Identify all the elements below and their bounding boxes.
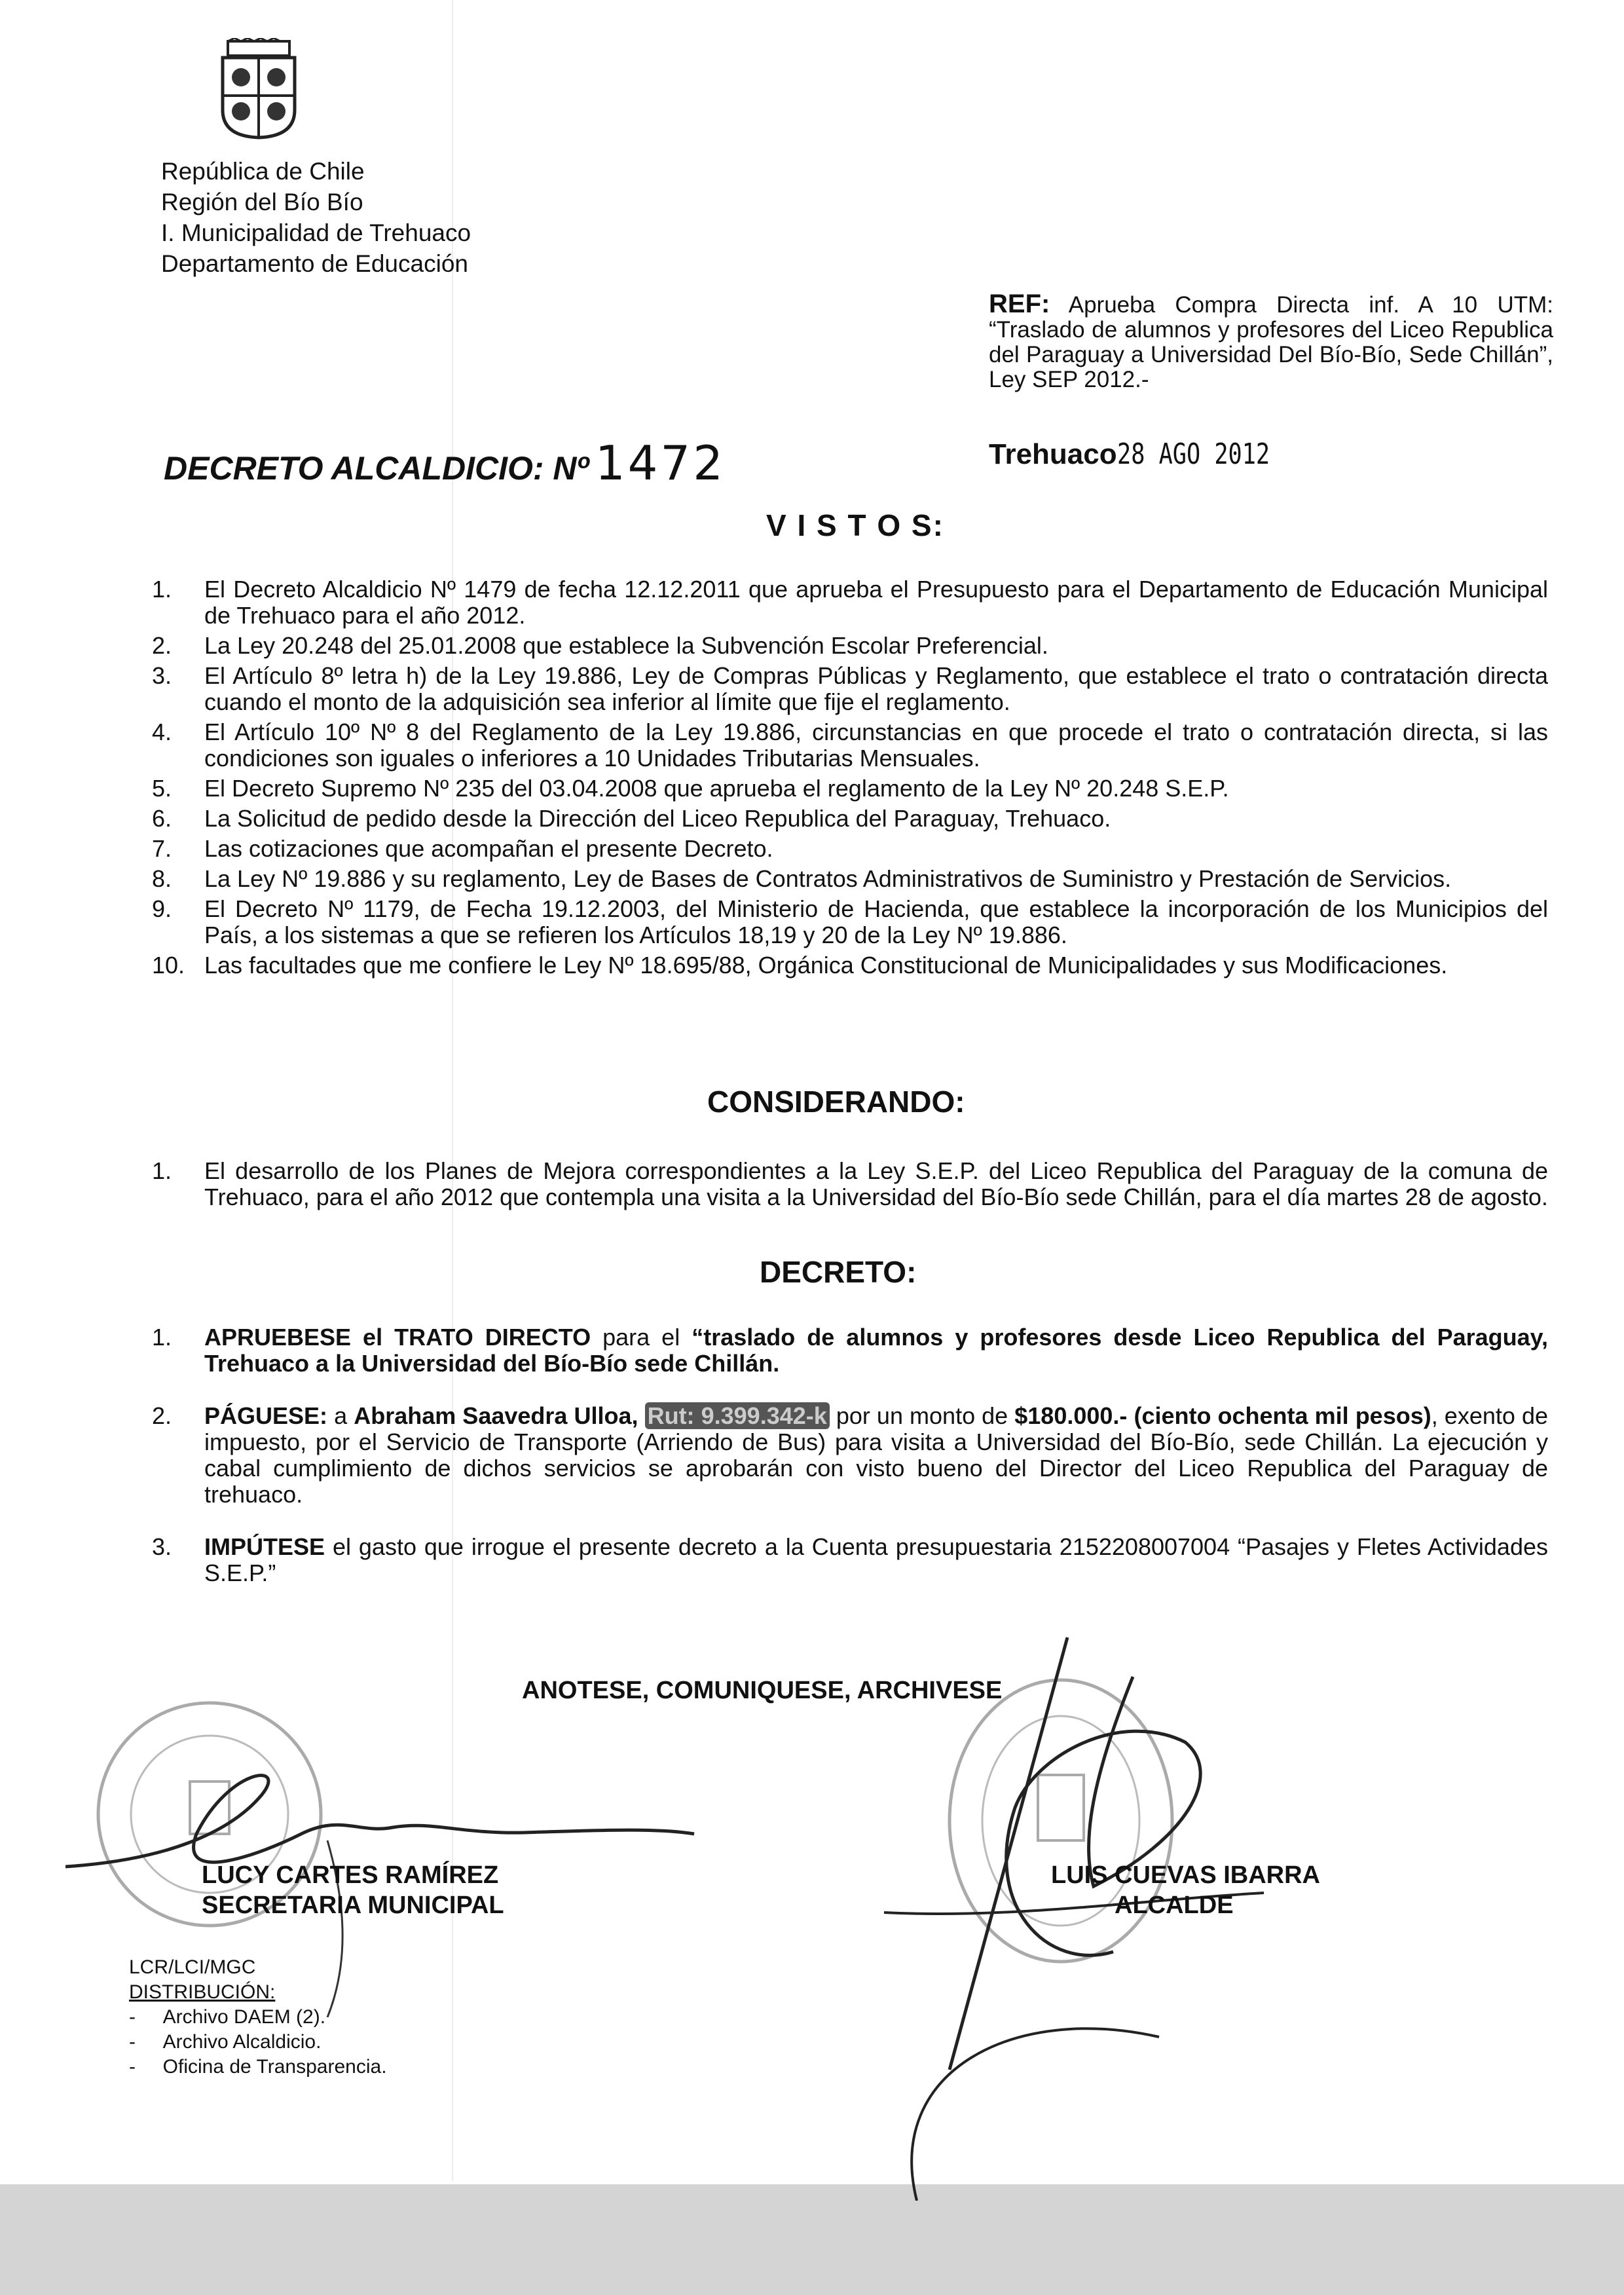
header-line: Departamento de Educación bbox=[161, 250, 468, 277]
list-item bbox=[152, 633, 1548, 659]
decreto-item-1 bbox=[152, 1324, 1548, 1377]
institution-header bbox=[161, 156, 471, 279]
ref-label: REF: bbox=[989, 289, 1050, 318]
bold-text: IMPÚTESE bbox=[204, 1533, 325, 1560]
ref-text: Aprueba Compra Directa inf. A 10 UTM: “Traslado de alumnos y profesores del Liceo Republica del Paraguay a Universidad Del Bío-Bío, Sede Chillán”, Ley SEP 2012.- bbox=[989, 292, 1554, 392]
distribution-item: - Oficina de Transparencia. bbox=[129, 2056, 387, 2078]
initials: LCR/LCI/MGC bbox=[129, 1956, 256, 1978]
item-text: El Artículo 8º letra h) de la Ley 19.886, Ley de Compras Públicas y Reglamento, que establece el trato o contratación directa cuando el monto de la adquisición sea inferior al límite que fije el reglamento. bbox=[204, 662, 1548, 715]
list-item bbox=[152, 836, 1548, 862]
mayor-role: ALCALDE bbox=[1115, 1892, 1234, 1919]
coat-of-arms-logo bbox=[216, 38, 301, 140]
header-line: República de Chile bbox=[161, 158, 365, 185]
item-text: La Ley Nº 19.886 y su reglamento, Ley de Bases de Contratos Administrativos de Suministro y Prestación de Servicios. bbox=[204, 865, 1452, 892]
bold-text: APRUEBESE el TRATO DIRECTO bbox=[204, 1324, 591, 1351]
bold-text: Abraham Saavedra Ulloa, bbox=[354, 1402, 638, 1429]
secretary-signature-block bbox=[202, 1860, 504, 1920]
item-number: 8. bbox=[152, 865, 172, 892]
item-number: 4. bbox=[152, 718, 172, 745]
distribution-item: - Archivo DAEM (2). bbox=[129, 2006, 326, 2028]
item-number: 2. bbox=[152, 1402, 172, 1429]
bold-text: $180.000.- (ciento ochenta mil pesos) bbox=[1014, 1402, 1431, 1429]
vistos-list bbox=[152, 576, 1548, 982]
header-line: I. Municipalidad de Trehuaco bbox=[161, 219, 471, 246]
item-number: 6. bbox=[152, 805, 172, 832]
decreto-item-3 bbox=[152, 1534, 1548, 1586]
item-text: El Decreto Nº 1179, de Fecha 19.12.2003, del Ministerio de Hacienda, que establece la incorporación de los Municipios del País, a los sistemas a que se refieren los Artículos 18,19 y 20 de la Ley Nº 19.886. bbox=[204, 895, 1548, 948]
item-text: El Decreto Alcaldicio Nº 1479 de fecha 12.12.2011 que aprueba el Presupuesto para el Departamento de Educación Municipal de Trehuaco para el año 2012. bbox=[204, 576, 1548, 629]
item-number: 3. bbox=[152, 1533, 172, 1560]
list-item bbox=[152, 719, 1548, 772]
distribution-item: - Archivo Alcaldicio. bbox=[129, 2031, 322, 2053]
bold-text: “traslado de alumnos y profesores desde Liceo Republica del Paraguay, Trehuaco a la Universidad del Bío-Bío sede Chillán. bbox=[204, 1324, 1548, 1377]
list-item bbox=[152, 896, 1548, 948]
decree-number bbox=[164, 436, 726, 491]
item-text: El desarrollo de los Planes de Mejora correspondientes a la Ley S.E.P. del Liceo Republica del Paraguay de la comuna de Trehuaco, para el año 2012 que contempla una visita a la Universidad del Bío-Bío sede Chillán, para el día martes 28 de agosto. bbox=[204, 1157, 1548, 1210]
list-item bbox=[152, 866, 1548, 892]
decreto-list bbox=[152, 1324, 1548, 1590]
closing-formula: ANOTESE, COMUNIQUESE, ARCHIVESE bbox=[522, 1677, 1003, 1704]
text: el gasto que irrogue el presente decreto a la Cuenta presupuestaria 2152208007004 “Pasajes y Fletes Actividades S.E.P.” bbox=[204, 1533, 1548, 1586]
list-item bbox=[152, 1158, 1548, 1210]
item-number: 9. bbox=[152, 895, 172, 922]
distribution-title: DISTRIBUCIÓN: bbox=[129, 1981, 276, 2003]
item-number: 10. bbox=[152, 952, 185, 979]
considerando-list bbox=[152, 1158, 1548, 1214]
item-text: Las cotizaciones que acompañan el presente Decreto. bbox=[204, 835, 773, 862]
item-number: 5. bbox=[152, 775, 172, 802]
distribution-item-text: Oficina de Transparencia. bbox=[162, 2056, 387, 2078]
handwritten-decree-number: 1472 bbox=[595, 436, 726, 491]
item-number: 7. bbox=[152, 835, 172, 862]
list-item bbox=[152, 806, 1548, 832]
text: para el bbox=[591, 1324, 692, 1351]
scan-bottom-margin bbox=[0, 2184, 1624, 2295]
vistos-title: V I S T O S: bbox=[766, 508, 944, 542]
decreto-title: DECRETO: bbox=[760, 1255, 917, 1289]
secretary-name: LUCY CARTES RAMÍREZ bbox=[202, 1861, 499, 1889]
distribution-item-text: Archivo Alcaldicio. bbox=[162, 2031, 322, 2053]
redacted-rut: Rut: 9.399.342-k bbox=[645, 1402, 830, 1429]
list-item bbox=[152, 576, 1548, 629]
item-number: 2. bbox=[152, 632, 172, 659]
date-stamp: 28 AGO 2012 bbox=[1116, 438, 1270, 471]
item-text: El Decreto Supremo Nº 235 del 03.04.2008 que aprueba el reglamento de la Ley Nº 20.248 S.E.P. bbox=[204, 775, 1229, 802]
mayor-name: LUIS CUEVAS IBARRA bbox=[1051, 1861, 1320, 1889]
distribution-block bbox=[129, 1955, 387, 2080]
list-item bbox=[152, 663, 1548, 715]
text: , exento de impuesto, por el Servicio de Transporte (Arriendo de Bus) para visita a Universidad del Bío-Bío, sede Chillán. La ejecución y cabal cumplimiento de dichos servicios se aprobarán con visto bueno del Director del Liceo Republica del Paraguay de trehuaco. bbox=[204, 1402, 1548, 1508]
considerando-title: CONSIDERANDO: bbox=[707, 1085, 965, 1119]
place-date bbox=[989, 438, 1308, 471]
decree-label: DECRETO ALCALDICIO: Nº bbox=[164, 450, 589, 487]
item-number: 3. bbox=[152, 662, 172, 689]
text: a bbox=[327, 1402, 354, 1429]
list-item bbox=[152, 775, 1548, 802]
item-text: El Artículo 10º Nº 8 del Reglamento de la Ley 19.886, circunstancias en que procede el trato o contratación directa, si las condiciones son iguales o inferiores a 10 Unidades Tributarias Mensuales. bbox=[204, 718, 1548, 772]
item-number: 1. bbox=[152, 1324, 172, 1351]
item-number: 1. bbox=[152, 1157, 172, 1184]
text: por un monto de bbox=[829, 1402, 1015, 1429]
mayor-signature-block bbox=[999, 1860, 1320, 1920]
item-number: 1. bbox=[152, 576, 172, 603]
item-text: La Ley 20.248 del 25.01.2008 que establece la Subvención Escolar Preferencial. bbox=[204, 632, 1048, 659]
item-text: La Solicitud de pedido desde la Dirección del Liceo Republica del Paraguay, Trehuaco. bbox=[204, 805, 1111, 832]
distribution-item-text: Archivo DAEM (2). bbox=[162, 2006, 326, 2028]
place: Trehuaco bbox=[989, 438, 1117, 470]
reference-block bbox=[989, 291, 1553, 392]
item-text: Las facultades que me confiere le Ley Nº 18.695/88, Orgánica Constitucional de Municipalidades y sus Modificaciones. bbox=[204, 952, 1448, 979]
secretary-role: SECRETARIA MUNICIPAL bbox=[202, 1892, 504, 1919]
bold-text: PÁGUESE: bbox=[204, 1402, 328, 1429]
list-item bbox=[152, 952, 1548, 979]
header-line: Región del Bío Bío bbox=[161, 189, 363, 215]
decreto-item-2 bbox=[152, 1403, 1548, 1508]
